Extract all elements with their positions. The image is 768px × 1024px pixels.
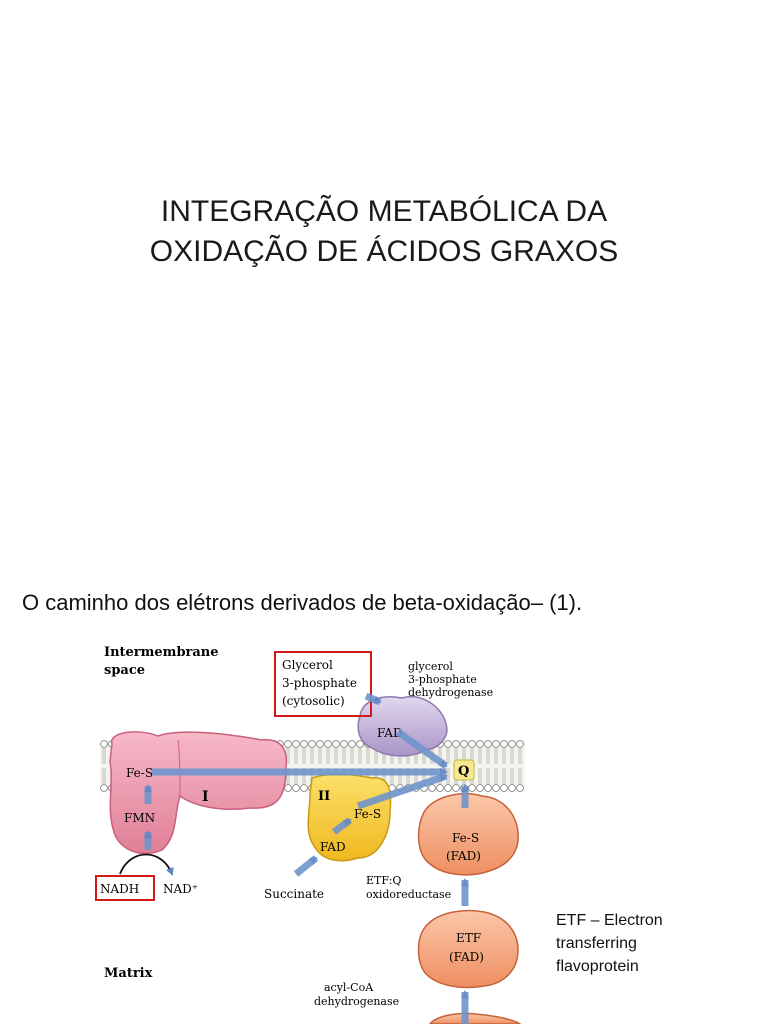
etf-note-line1: ETF – Electron — [556, 912, 663, 929]
g3p-fad: FAD — [377, 726, 403, 740]
electron-transport-diagram — [90, 636, 530, 1024]
glycerol-box-line3: (cytosolic) — [282, 694, 345, 708]
etf-note-line2: transferring — [556, 935, 637, 952]
etf-fad: (FAD) — [449, 950, 484, 964]
etfqo-fes: Fe-S — [452, 831, 480, 845]
nadh-label: NADH — [100, 882, 140, 896]
etfqo-label-line1: ETF:Q — [366, 874, 402, 887]
etfqo-fad: (FAD) — [446, 849, 481, 863]
complex-ii-label: II — [318, 789, 331, 804]
acyl-label-line2: dehydrogenase — [314, 995, 400, 1008]
lipid-head — [285, 741, 292, 748]
slide-title-line2: OXIDAÇÃO DE ÁCIDOS GRAXOS — [149, 235, 619, 268]
g3pdh-label-line2: 3-phosphate — [408, 673, 477, 686]
lipid-head — [301, 785, 308, 792]
lipid-head — [453, 785, 460, 792]
lipid-head — [293, 785, 300, 792]
lipid-head — [285, 785, 292, 792]
lipid-head — [517, 785, 524, 792]
q-label: Q — [458, 764, 470, 779]
lipid-head — [101, 741, 108, 748]
etf-label: ETF — [456, 931, 482, 945]
intermembrane-label-line2: space — [104, 663, 146, 678]
lipid-head — [309, 741, 316, 748]
lipid-head — [469, 785, 476, 792]
etf-note-line3: flavoprotein — [556, 958, 639, 975]
nad-label: NAD⁺ — [163, 882, 199, 896]
lipid-head — [461, 741, 468, 748]
intermembrane-label-line1: Intermembrane — [104, 645, 219, 660]
lipid-head — [485, 741, 492, 748]
lipid-head — [509, 741, 516, 748]
lipid-head — [293, 741, 300, 748]
etfqo-label-line2: oxidoreductase — [366, 888, 452, 901]
acyl-coa-dehydrogenase — [430, 1013, 520, 1024]
lipid-head — [437, 785, 444, 792]
slide-title — [0, 192, 768, 272]
lipid-head — [301, 741, 308, 748]
acyl-label-line1: acyl-CoA — [324, 981, 374, 994]
g3pdh-label-line1: glycerol — [408, 660, 453, 673]
lipid-head — [445, 785, 452, 792]
complex-i — [110, 732, 286, 854]
complex-i-fmn: FMN — [124, 811, 156, 825]
complex-ii-fad: FAD — [320, 840, 346, 854]
lipid-head — [493, 741, 500, 748]
lipid-head — [469, 741, 476, 748]
lipid-head — [501, 785, 508, 792]
etf-protein — [419, 911, 519, 988]
lipid-head — [485, 785, 492, 792]
glycerol-box-line2: 3-phosphate — [282, 676, 357, 690]
lipid-head — [445, 741, 452, 748]
matrix-label: Matrix — [104, 966, 153, 981]
lipid-head — [493, 785, 500, 792]
lipid-head — [477, 741, 484, 748]
lipid-head — [509, 785, 516, 792]
lipid-head — [517, 741, 524, 748]
succinate-label: Succinate — [264, 887, 325, 901]
lipid-head — [477, 785, 484, 792]
lipid-head — [453, 741, 460, 748]
lipid-head — [325, 741, 332, 748]
lipid-head — [333, 741, 340, 748]
lipid-head — [429, 785, 436, 792]
slide-subtitle: O caminho dos elétrons derivados de beta-oxidação– (1). — [22, 590, 583, 615]
lipid-head — [349, 741, 356, 748]
nadh-curved-arrow — [120, 855, 172, 875]
complex-i-label: I — [202, 789, 209, 805]
lipid-head — [501, 741, 508, 748]
complex-i-fes: Fe-S — [126, 766, 154, 780]
lipid-head — [101, 785, 108, 792]
glycerol-box-line1: Glycerol — [282, 658, 333, 672]
etf-note — [556, 909, 663, 978]
lipid-head — [317, 741, 324, 748]
slide-title-line1: INTEGRAÇÃO METABÓLICA DA — [160, 195, 608, 228]
lipid-head — [341, 741, 348, 748]
complex-ii-fes: Fe-S — [354, 807, 382, 821]
g3pdh-label-line3: dehydrogenase — [408, 686, 494, 699]
